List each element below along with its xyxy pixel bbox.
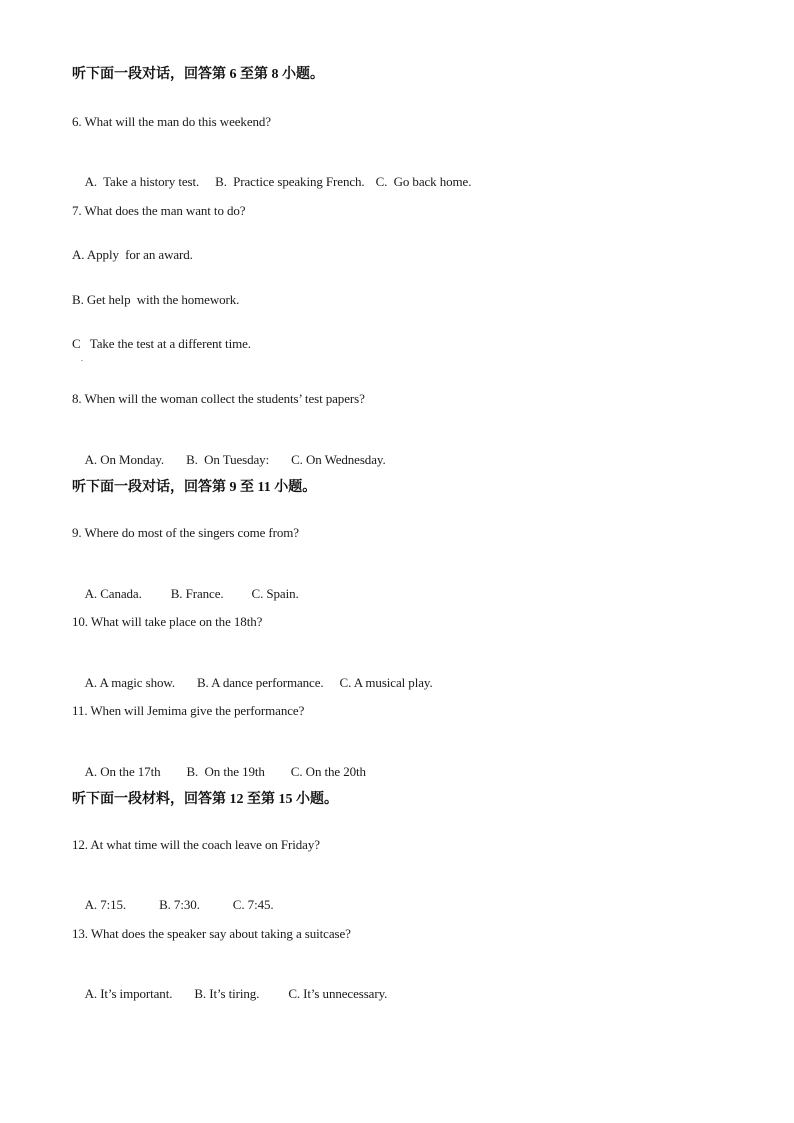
question-7-option-a: A. Apply for an award. (72, 247, 193, 262)
question-10-option-b: B. A dance performance. (196, 675, 324, 690)
question-9-option-b: B. France. (170, 586, 224, 601)
question-10-option-c: C. A musical play. (339, 675, 433, 690)
question-10-stem: 10. What will take place on the 18th? (72, 614, 263, 629)
question-7-stem: 7. What does the man want to do? (72, 203, 246, 218)
section-heading-1: 听下面一段对话，回答第 6 至第 8 小题。 (72, 67, 324, 82)
section-heading-2: 听下面一段对话，回答第 9 至 11 小题。 (72, 480, 317, 495)
question-6-option-a: A. Take a history test. (84, 174, 200, 189)
question-12-option-b: B. 7:30. (159, 897, 200, 912)
section-heading-3: 听下面一段材料，回答第 12 至第 15 小题。 (72, 792, 338, 807)
stray-dot-mark: . (81, 354, 83, 363)
question-12-options (72, 881, 274, 929)
question-11-option-c: C. On the 20th (290, 764, 366, 779)
question-11-stem: 11. When will Jemima give the performance? (72, 703, 305, 718)
question-8-option-b: B. On Tuesday: (186, 452, 270, 467)
question-12-stem: 12. At what time will the coach leave on Friday? (72, 837, 320, 852)
question-12-option-a: A. 7:15. (84, 897, 127, 912)
question-8-options (72, 436, 386, 484)
question-13-options (72, 970, 387, 1018)
question-9-option-c: C. Spain. (251, 586, 299, 601)
question-7-option-c: C Take the test at a different time. (72, 336, 251, 351)
question-12-option-c: C. 7:45. (232, 897, 274, 912)
question-7-option-b: B. Get help with the homework. (72, 292, 240, 307)
question-13-stem: 13. What does the speaker say about taking a suitcase? (72, 926, 351, 941)
question-11-option-a: A. On the 17th (84, 764, 161, 779)
question-11-option-b: B. On the 19th (186, 764, 265, 779)
question-9-stem: 9. Where do most of the singers come from? (72, 525, 299, 540)
question-6-stem: 6. What will the man do this weekend? (72, 114, 271, 129)
question-8-option-c: C. On Wednesday. (291, 452, 386, 467)
question-6-options (72, 158, 471, 206)
question-6-option-c: C. Go back home. (375, 174, 472, 189)
question-6-option-b: B. Practice speaking French. (215, 174, 365, 189)
question-9-options (72, 570, 299, 618)
question-13-option-b: B. It’s tiring. (194, 986, 260, 1001)
question-13-option-a: A. It’s important. (84, 986, 173, 1001)
question-8-option-a: A. On Monday. (84, 452, 165, 467)
question-10-options (72, 659, 433, 707)
question-13-option-c: C. It’s unnecessary. (288, 986, 388, 1001)
question-10-option-a: A. A magic show. (84, 675, 175, 690)
question-9-option-a: A. Canada. (84, 586, 142, 601)
question-11-options (72, 748, 366, 796)
question-8-stem: 8. When will the woman collect the students’ test papers? (72, 391, 365, 406)
